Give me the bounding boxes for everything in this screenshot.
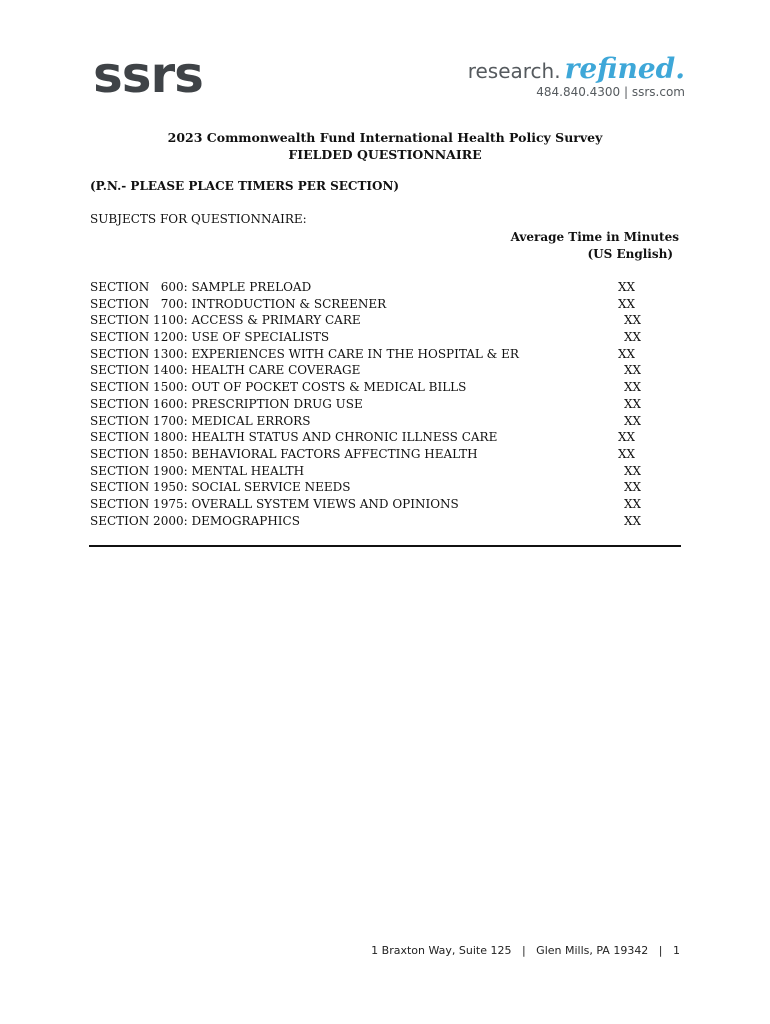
section-time: XX [618,280,636,294]
average-time-title: Average Time in Minutes [510,230,679,244]
section-time: XX [624,413,642,428]
section-time: XX [624,463,642,478]
section-name: SECTION 1500: OUT OF POCKET COSTS & MEDICAL BILLS [90,380,467,395]
section-name: SECTION 2000: DEMOGRAPHICS [90,513,300,528]
section-time: XX [624,513,642,528]
section-name: SECTION 1300: EXPERIENCES WITH CARE IN THE HOSPITAL & ER [90,346,519,361]
section-row [90,496,680,513]
section-row [90,479,680,496]
section-name: SECTION 700: INTRODUCTION & SCREENER [90,296,387,311]
tagline-text: research. [467,59,561,83]
section-name: SECTION 1200: USE OF SPECIALISTS [90,330,330,345]
section-row [90,346,680,363]
section-name: SECTION 1975: OVERALL SYSTEM VIEWS AND OPINIONS [90,496,459,511]
section-name: SECTION 1600: PRESCRIPTION DRUG USE [90,396,363,411]
section-row [90,279,680,296]
section-row [90,329,680,346]
section-name: SECTION 1400: HEALTH CARE COVERAGE [90,363,361,378]
section-list [90,279,680,529]
section-name: SECTION 1850: BEHAVIORAL FACTORS AFFECTING HEALTH [90,446,478,461]
section-row [90,429,680,446]
section-row [90,413,680,430]
section-name: SECTION 1100: ACCESS & PRIMARY CARE [90,313,361,328]
section-row [90,362,680,379]
section-time: XX [624,496,642,511]
section-name: SECTION 1700: MEDICAL ERRORS [90,413,311,428]
contact-line: 484.840.4300 | ssrs.com [536,85,685,99]
section-name: SECTION 1950: SOCIAL SERVICE NEEDS [90,480,351,495]
section-time: XX [624,396,642,411]
subjects-label: SUBJECTS FOR QUESTIONNAIRE: [90,212,307,226]
brand-tagline-block [468,52,685,99]
section-time: XX [624,380,642,395]
title-block [0,129,770,163]
page-footer: 1 Braxton Way, Suite 125 | Glen Mills, PA 19342 | 1 [371,944,680,957]
section-time: XX [624,480,642,495]
section-name: SECTION 600: SAMPLE PRELOAD [90,280,312,294]
section-time: XX [624,363,642,378]
section-time: XX [618,296,636,311]
section-name: SECTION 1800: HEALTH STATUS AND CHRONIC ILLNESS CARE [90,430,498,445]
section-time: XX [624,330,642,345]
section-row [90,446,680,463]
document-title: 2023 Commonwealth Fund International Health Policy Survey [167,130,603,145]
section-time: XX [618,430,636,445]
programmer-note: (P.N.- PLEASE PLACE TIMERS PER SECTION) [90,179,400,193]
section-name: SECTION 1900: MENTAL HEALTH [90,463,305,478]
section-row [90,312,680,329]
document-subtitle: FIELDED QUESTIONNAIRE [288,147,482,162]
section-row [90,379,680,396]
tagline-accent: refined. [564,52,685,85]
section-row [90,396,680,413]
section-row [90,463,680,480]
section-time: XX [618,346,636,361]
section-time: XX [624,313,642,328]
horizontal-rule [89,545,681,547]
average-time-header [511,229,679,263]
section-row [90,296,680,313]
average-time-language: (US English) [587,247,673,261]
section-time: XX [618,446,636,461]
ssrs-logo: ssrs [93,46,203,104]
section-row [90,513,680,530]
